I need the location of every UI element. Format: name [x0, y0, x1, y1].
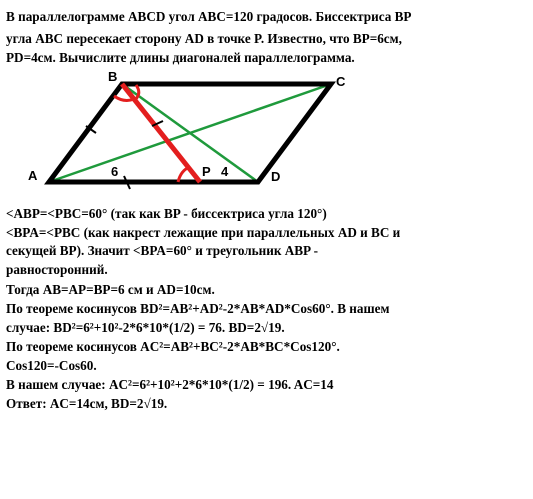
- label-p: P: [202, 164, 211, 179]
- problem-line-1: В параллелограмме ABCD угол ABC=120 градосов. Биссектриса BP: [6, 9, 412, 24]
- label-c: C: [336, 74, 346, 89]
- label-a: A: [28, 168, 38, 183]
- label-d: D: [271, 169, 281, 184]
- label-ap-length: 6: [111, 164, 119, 179]
- solution-line-2: <BPA=<PBC (как накрест лежащие при параллельных AD и BC и: [6, 225, 401, 240]
- solution-line-10: В нашем случае: AC²=6²+10²+2*6*10*(1/2) = 196. AC=14: [6, 377, 334, 392]
- solution-line-3: секущей BP). Значит <BPA=60° и треугольник ABP -: [6, 243, 319, 258]
- solution-line-4: равносторонний.: [6, 262, 108, 277]
- solution-line-6: По теореме косинусов BD²=AB²+AD²-2*AB*AD*Cos60°. В нашем: [6, 301, 390, 316]
- solution-line-11: Ответ: AC=14см, BD=2√19.: [6, 396, 168, 411]
- solution-line-8: По теореме косинусов AC²=AB²+BC²-2*AB*BC*Cos120°.: [6, 339, 340, 354]
- solution-line-9: Cos120=-Cos60.: [6, 358, 97, 373]
- solution-line-1: <ABP=<PBC=60° (так как BP - биссектриса угла 120°): [6, 206, 327, 221]
- problem-line-3: PD=4см. Вычислите длины диагоналей параллелограмма.: [6, 50, 355, 65]
- solution-line-7: случае: BD²=6²+10²-2*6*10*(1/2) = 76. BD=2√19.: [6, 320, 285, 335]
- label-b: B: [108, 69, 118, 84]
- problem-line-2: угла ABC пересекает сторону AD в точке P. Известно, что BP=6см,: [6, 31, 402, 46]
- solution-line-5: Тогда AB=AP=BP=6 см и AD=10см.: [6, 282, 215, 297]
- label-pd-length: 4: [221, 164, 229, 179]
